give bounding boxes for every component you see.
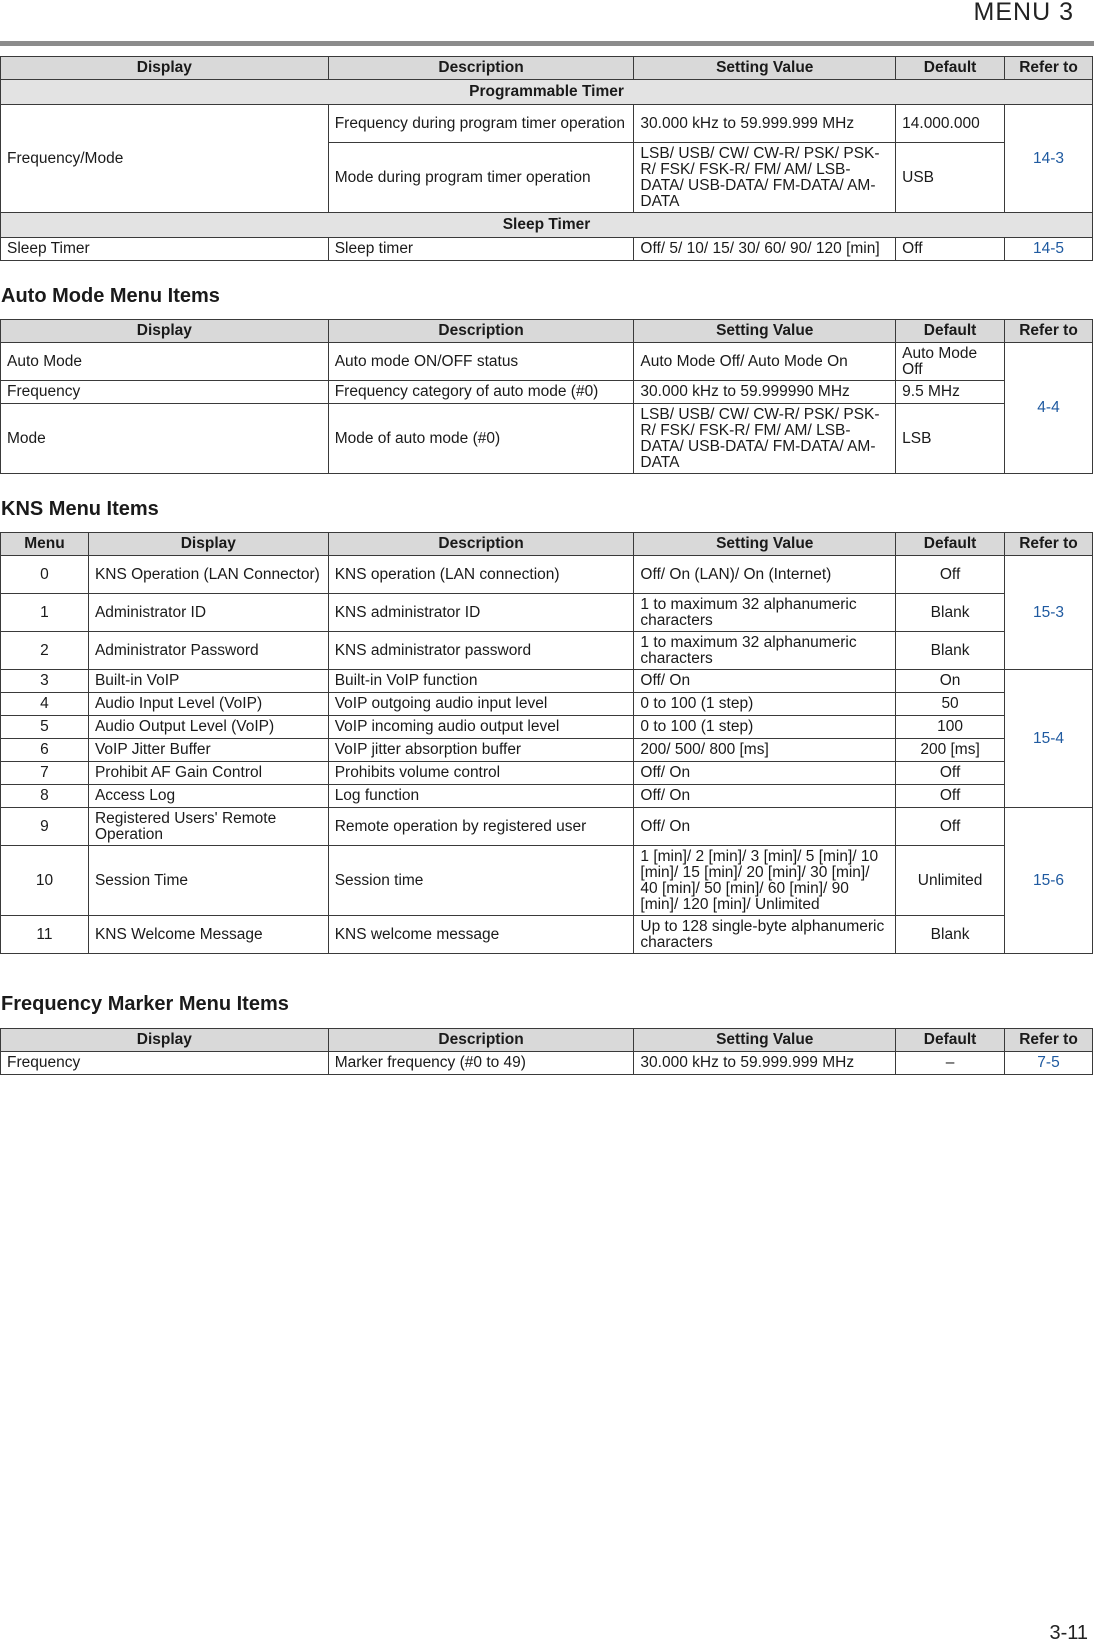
col-display: Display xyxy=(1,57,329,80)
col-refer-to: Refer to xyxy=(1005,320,1093,343)
display-cell: KNS Welcome Message xyxy=(88,916,328,954)
default-cell: On xyxy=(896,670,1005,693)
default-cell: 9.5 MHz xyxy=(896,381,1005,404)
setting-cell: 0 to 100 (1 step) xyxy=(634,716,896,739)
default-cell: 50 xyxy=(896,693,1005,716)
setting-cell: 30.000 kHz to 59.999.999 MHz xyxy=(634,105,896,143)
setting-cell: LSB/ USB/ CW/ CW-R/ PSK/ PSK-R/ FSK/ FSK-R/ FM/ AM/ LSB-DATA/ USB-DATA/ FM-DATA/ AM-DATA xyxy=(634,404,896,474)
section-programmable-timer: Programmable Timer xyxy=(1,80,1093,105)
col-default: Default xyxy=(896,57,1005,80)
default-cell: 14.000.000 xyxy=(896,105,1005,143)
section-sleep-timer: Sleep Timer xyxy=(1,213,1093,238)
page-number: 3-11 xyxy=(1049,1622,1088,1644)
menu-number: 9 xyxy=(1,808,89,846)
description-cell: Frequency category of auto mode (#0) xyxy=(328,381,634,404)
col-description: Description xyxy=(328,1029,634,1052)
description-cell: KNS welcome message xyxy=(328,916,634,954)
col-setting-value: Setting Value xyxy=(634,57,896,80)
col-display: Display xyxy=(88,533,328,556)
setting-cell: Off/ On xyxy=(634,808,896,846)
display-cell: Frequency xyxy=(1,1052,329,1075)
col-description: Description xyxy=(328,320,634,343)
display-cell: Frequency/Mode xyxy=(1,105,329,213)
menu-number: 7 xyxy=(1,762,89,785)
col-refer-to: Refer to xyxy=(1005,1029,1093,1052)
description-cell: VoIP outgoing audio input level xyxy=(328,693,634,716)
header-divider xyxy=(0,41,1094,46)
section-heading-frequency-marker: Frequency Marker Menu Items xyxy=(1,993,289,1015)
col-default: Default xyxy=(896,1029,1005,1052)
menu-number: 8 xyxy=(1,785,89,808)
default-cell: Auto Mode Off xyxy=(896,343,1005,381)
setting-cell: 1 [min]/ 2 [min]/ 3 [min]/ 5 [min]/ 10 [min]/ 15 [min]/ 20 [min]/ 30 [min]/ 40 [min]/ 50 [min]/ 60 [min]/ 90 [min]/ 120 [min]/ Unlimited xyxy=(634,846,896,916)
refer-link[interactable]: 15-6 xyxy=(1005,808,1093,954)
col-display: Display xyxy=(1,320,329,343)
description-cell: Frequency during program timer operation xyxy=(328,105,634,143)
description-cell: VoIP incoming audio output level xyxy=(328,716,634,739)
setting-cell: Off/ On xyxy=(634,670,896,693)
auto-mode-table xyxy=(0,319,1093,474)
menu-number: 0 xyxy=(1,556,89,594)
refer-link[interactable]: 14-3 xyxy=(1005,105,1093,213)
refer-link[interactable]: 15-3 xyxy=(1005,556,1093,670)
default-cell: Off xyxy=(896,238,1005,261)
display-cell: Built-in VoIP xyxy=(88,670,328,693)
frequency-marker-table xyxy=(0,1028,1093,1075)
col-setting-value: Setting Value xyxy=(634,1029,896,1052)
display-cell: Auto Mode xyxy=(1,343,329,381)
col-setting-value: Setting Value xyxy=(634,533,896,556)
col-setting-value: Setting Value xyxy=(634,320,896,343)
refer-link[interactable]: 15-4 xyxy=(1005,670,1093,808)
description-cell: Marker frequency (#0 to 49) xyxy=(328,1052,634,1075)
default-cell: LSB xyxy=(896,404,1005,474)
display-cell: Administrator Password xyxy=(88,632,328,670)
col-display: Display xyxy=(1,1029,329,1052)
page-chapter-title: MENU 3 xyxy=(973,0,1074,26)
setting-cell: LSB/ USB/ CW/ CW-R/ PSK/ PSK-R/ FSK/ FSK-R/ FM/ AM/ LSB-DATA/ USB-DATA/ FM-DATA/ AM-DATA xyxy=(634,143,896,213)
col-default: Default xyxy=(896,533,1005,556)
display-cell: Prohibit AF Gain Control xyxy=(88,762,328,785)
default-cell: – xyxy=(896,1052,1005,1075)
display-cell: KNS Operation (LAN Connector) xyxy=(88,556,328,594)
description-cell: VoIP jitter absorption buffer xyxy=(328,739,634,762)
description-cell: KNS administrator ID xyxy=(328,594,634,632)
description-cell: Mode during program timer operation xyxy=(328,143,634,213)
setting-cell: Auto Mode Off/ Auto Mode On xyxy=(634,343,896,381)
setting-cell: 1 to maximum 32 alphanumeric characters xyxy=(634,594,896,632)
menu-number: 10 xyxy=(1,846,89,916)
description-cell: Prohibits volume control xyxy=(328,762,634,785)
menu-number: 2 xyxy=(1,632,89,670)
display-cell: Audio Output Level (VoIP) xyxy=(88,716,328,739)
setting-cell: 0 to 100 (1 step) xyxy=(634,693,896,716)
setting-cell: 1 to maximum 32 alphanumeric characters xyxy=(634,632,896,670)
default-cell: USB xyxy=(896,143,1005,213)
description-cell: Auto mode ON/OFF status xyxy=(328,343,634,381)
setting-cell: 200/ 500/ 800 [ms] xyxy=(634,739,896,762)
col-default: Default xyxy=(896,320,1005,343)
section-heading-auto-mode: Auto Mode Menu Items xyxy=(1,285,220,307)
default-cell: Off xyxy=(896,556,1005,594)
display-cell: Administrator ID xyxy=(88,594,328,632)
refer-link[interactable]: 7-5 xyxy=(1005,1052,1093,1075)
menu-number: 5 xyxy=(1,716,89,739)
kns-table xyxy=(0,532,1093,954)
default-cell: Off xyxy=(896,762,1005,785)
display-cell: Access Log xyxy=(88,785,328,808)
setting-cell: Up to 128 single-byte alphanumeric characters xyxy=(634,916,896,954)
col-refer-to: Refer to xyxy=(1005,57,1093,80)
default-cell: Unlimited xyxy=(896,846,1005,916)
default-cell: Blank xyxy=(896,594,1005,632)
display-cell: VoIP Jitter Buffer xyxy=(88,739,328,762)
display-cell: Registered Users' Remote Operation xyxy=(88,808,328,846)
description-cell: KNS operation (LAN connection) xyxy=(328,556,634,594)
setting-cell: Off/ 5/ 10/ 15/ 30/ 60/ 90/ 120 [min] xyxy=(634,238,896,261)
col-description: Description xyxy=(328,57,634,80)
default-cell: Blank xyxy=(896,916,1005,954)
setting-cell: 30.000 kHz to 59.999.999 MHz xyxy=(634,1052,896,1075)
menu-number: 1 xyxy=(1,594,89,632)
description-cell: Built-in VoIP function xyxy=(328,670,634,693)
section-heading-kns: KNS Menu Items xyxy=(1,498,159,520)
timer-table xyxy=(0,56,1093,261)
display-cell: Frequency xyxy=(1,381,329,404)
menu-number: 4 xyxy=(1,693,89,716)
refer-link[interactable]: 14-5 xyxy=(1005,238,1093,261)
default-cell: 100 xyxy=(896,716,1005,739)
col-description: Description xyxy=(328,533,634,556)
description-cell: Mode of auto mode (#0) xyxy=(328,404,634,474)
setting-cell: 30.000 kHz to 59.999990 MHz xyxy=(634,381,896,404)
display-cell: Sleep Timer xyxy=(1,238,329,261)
menu-number: 3 xyxy=(1,670,89,693)
description-cell: Session time xyxy=(328,846,634,916)
display-cell: Mode xyxy=(1,404,329,474)
col-menu: Menu xyxy=(1,533,89,556)
display-cell: Session Time xyxy=(88,846,328,916)
default-cell: Off xyxy=(896,785,1005,808)
default-cell: Blank xyxy=(896,632,1005,670)
default-cell: Off xyxy=(896,808,1005,846)
display-cell: Audio Input Level (VoIP) xyxy=(88,693,328,716)
default-cell: 200 [ms] xyxy=(896,739,1005,762)
description-cell: Remote operation by registered user xyxy=(328,808,634,846)
setting-cell: Off/ On xyxy=(634,762,896,785)
col-refer-to: Refer to xyxy=(1005,533,1093,556)
refer-link[interactable]: 4-4 xyxy=(1005,343,1093,474)
setting-cell: Off/ On (LAN)/ On (Internet) xyxy=(634,556,896,594)
menu-number: 11 xyxy=(1,916,89,954)
menu-number: 6 xyxy=(1,739,89,762)
description-cell: Log function xyxy=(328,785,634,808)
setting-cell: Off/ On xyxy=(634,785,896,808)
description-cell: KNS administrator password xyxy=(328,632,634,670)
description-cell: Sleep timer xyxy=(328,238,634,261)
